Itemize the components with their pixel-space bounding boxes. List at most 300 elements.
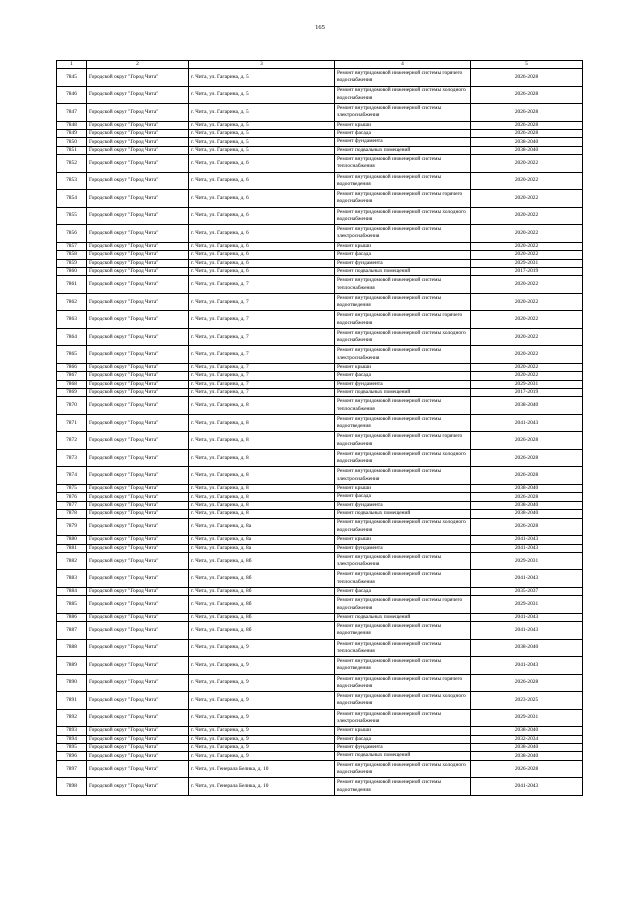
table-row [57,596,583,614]
work-type-cell: Ремонт подвальных помещений [335,510,471,518]
period-cell: 2041-2043 [471,778,583,796]
work-type-cell: Ремонт внутридомовой инженерной системы теплоснабжения [335,397,471,415]
table-row [57,657,583,675]
address-cell: г. Чита, ул. Гагарина, д. 9 [189,657,335,675]
row-number: 7875 [57,484,87,492]
work-type-cell: Ремонт внутридомовой инженерной системы горячего водоснабжения [335,674,471,692]
period-cell: 2038-2040 [471,727,583,735]
address-cell: г. Чита, ул. Гагарина, д. 8б [189,622,335,640]
work-type-cell: Ремонт внутридомовой инженерной системы электроснабжения [335,346,471,364]
table-row [57,760,583,778]
work-type-cell: Ремонт фундамента [335,380,471,388]
address-cell: г. Чита, ул. Гагарина, д. 7 [189,389,335,397]
period-cell: 2017-2019 [471,389,583,397]
municipality-cell: Городской округ "Город Чита" [87,130,189,138]
row-number: 7869 [57,389,87,397]
period-cell: 2026-2028 [471,518,583,536]
table-row [57,363,583,371]
table-row [57,467,583,485]
work-type-cell: Ремонт крыши [335,484,471,492]
address-cell: г. Чита, ул. Гагарина, д. 9 [189,735,335,743]
table-row [57,397,583,415]
row-number: 7868 [57,380,87,388]
row-number: 7859 [57,259,87,267]
work-type-cell: Ремонт внутридомовой инженерной системы электроснабжения [335,104,471,122]
address-cell: г. Чита, ул. Гагарина, д. 7 [189,346,335,364]
work-type-cell: Ремонт внутридомовой инженерной системы горячего водоснабжения [335,432,471,450]
municipality-cell: Городской округ "Город Чита" [87,363,189,371]
row-number: 7879 [57,518,87,536]
table-row [57,778,583,796]
municipality-cell: Городской округ "Город Чита" [87,251,189,259]
municipality-cell: Городской округ "Город Чита" [87,510,189,518]
municipality-cell: Городской округ "Город Чита" [87,692,189,710]
period-cell: 2026-2028 [471,86,583,104]
period-cell: 2041-2043 [471,657,583,675]
row-number: 7850 [57,138,87,146]
municipality-cell: Городской округ "Город Чита" [87,639,189,657]
table-row [57,242,583,250]
row-number: 7853 [57,172,87,190]
table-row [57,622,583,640]
table-row [57,493,583,501]
address-cell: г. Чита, ул. Гагарина, д. 6 [189,207,335,225]
work-type-cell: Ремонт фасада [335,130,471,138]
municipality-cell: Городской округ "Город Чита" [87,596,189,614]
address-cell: г. Чита, ул. Гагарина, д. 6 [189,267,335,275]
table-row [57,587,583,595]
work-type-cell: Ремонт внутридомовой инженерной системы холодного водоснабжения [335,86,471,104]
municipality-cell: Городской округ "Город Чита" [87,570,189,588]
address-cell: г. Чита, ул. Гагарина, д. 7 [189,328,335,346]
work-type-cell: Ремонт подвальных помещений [335,752,471,760]
row-number: 7851 [57,146,87,154]
table-row [57,414,583,432]
period-cell: 2026-2028 [471,674,583,692]
work-type-cell: Ремонт фасада [335,493,471,501]
address-cell: г. Чита, ул. Гагарина, д. 7 [189,293,335,311]
row-number: 7855 [57,207,87,225]
address-cell: г. Чита, ул. Гагарина, д. 5 [189,86,335,104]
row-number: 7873 [57,449,87,467]
row-number: 7880 [57,536,87,544]
period-cell: 2020-2022 [471,276,583,294]
work-type-cell: Ремонт крыши [335,363,471,371]
address-cell: г. Чита, ул. Гагарина, д. 7 [189,311,335,329]
row-number: 7894 [57,735,87,743]
table-row [57,613,583,621]
row-number: 7887 [57,622,87,640]
row-number: 7896 [57,752,87,760]
period-cell: 2026-2028 [471,467,583,485]
municipality-cell: Городской округ "Город Чита" [87,293,189,311]
table-row [57,172,583,190]
row-number: 7861 [57,276,87,294]
address-cell: г. Чита, ул. Гагарина, д. 9 [189,639,335,657]
period-cell: 2017-2019 [471,267,583,275]
row-number: 7889 [57,657,87,675]
period-cell: 2020-2022 [471,372,583,380]
table-row [57,449,583,467]
work-type-cell: Ремонт подвальных помещений [335,146,471,154]
column-header: 1 [57,61,87,69]
period-cell: 2038-2040 [471,752,583,760]
period-cell: 2026-2028 [471,130,583,138]
address-cell: г. Чита, ул. Гагарина, д. 8б [189,613,335,621]
table-row [57,432,583,450]
period-cell: 2038-2040 [471,510,583,518]
work-type-cell: Ремонт фундамента [335,501,471,509]
work-type-cell: Ремонт подвальных помещений [335,613,471,621]
municipality-cell: Городской округ "Город Чита" [87,276,189,294]
municipality-cell: Городской округ "Город Чита" [87,372,189,380]
row-number: 7871 [57,414,87,432]
address-cell: г. Чита, ул. Гагарина, д. 5 [189,121,335,129]
work-type-cell: Ремонт внутридомовой инженерной системы водоотведения [335,172,471,190]
address-cell: г. Чита, ул. Гагарина, д. 6 [189,242,335,250]
period-cell: 2026-2028 [471,69,583,87]
period-cell: 2026-2028 [471,121,583,129]
period-cell: 2038-2040 [471,146,583,154]
period-cell: 2020-2022 [471,155,583,173]
work-type-cell: Ремонт внутридомовой инженерной системы водоотведения [335,778,471,796]
table-row [57,328,583,346]
address-cell: г. Чита, ул. Гагарина, д. 5 [189,146,335,154]
row-number: 7883 [57,570,87,588]
row-number: 7854 [57,190,87,208]
municipality-cell: Городской округ "Город Чита" [87,311,189,329]
municipality-cell: Городской округ "Город Чита" [87,86,189,104]
row-number: 7891 [57,692,87,710]
municipality-cell: Городской округ "Город Чита" [87,752,189,760]
table-row [57,510,583,518]
table-row [57,251,583,259]
municipality-cell: Городской округ "Город Чита" [87,190,189,208]
work-type-cell: Ремонт внутридомовой инженерной системы холодного водоснабжения [335,207,471,225]
row-number: 7876 [57,493,87,501]
table-row [57,501,583,509]
period-cell: 2020-2022 [471,225,583,243]
period-cell: 2020-2022 [471,172,583,190]
column-header: 5 [471,61,583,69]
work-type-cell: Ремонт внутридомовой инженерной системы водоотведения [335,657,471,675]
row-number: 7849 [57,130,87,138]
address-cell: г. Чита, ул. Гагарина, д. 8 [189,397,335,415]
row-number: 7881 [57,544,87,552]
table-row [57,380,583,388]
table-row [57,570,583,588]
row-number: 7863 [57,311,87,329]
address-cell: г. Чита, ул. Гагарина, д. 8 [189,467,335,485]
address-cell: г. Чита, ул. Гагарина, д. 6 [189,155,335,173]
period-cell: 2038-2040 [471,744,583,752]
work-type-cell: Ремонт внутридомовой инженерной системы горячего водоснабжения [335,311,471,329]
column-header: 3 [189,61,335,69]
work-type-cell: Ремонт внутридомовой инженерной системы горячего водоснабжения [335,190,471,208]
municipality-cell: Городской округ "Город Чита" [87,778,189,796]
address-cell: г. Чита, ул. Гагарина, д. 9 [189,727,335,735]
municipality-cell: Городской округ "Город Чита" [87,735,189,743]
row-number: 7852 [57,155,87,173]
table-row [57,639,583,657]
address-cell: г. Чита, ул. Гагарина, д. 9 [189,752,335,760]
row-number: 7857 [57,242,87,250]
period-cell: 2020-2022 [471,251,583,259]
work-type-cell: Ремонт внутридомовой инженерной системы теплоснабжения [335,276,471,294]
work-type-cell: Ремонт внутридомовой инженерной системы электроснабжения [335,709,471,727]
address-cell: г. Чита, ул. Гагарина, д. 6 [189,251,335,259]
address-cell: г. Чита, ул. Гагарина, д. 8а [189,518,335,536]
municipality-cell: Городской округ "Город Чита" [87,501,189,509]
table-row [57,104,583,122]
period-cell: 2023-2025 [471,692,583,710]
work-type-cell: Ремонт внутридомовой инженерной системы холодного водоснабжения [335,692,471,710]
table-row [57,225,583,243]
row-number: 7856 [57,225,87,243]
work-type-cell: Ремонт внутридомовой инженерной системы электроснабжения [335,552,471,570]
work-type-cell: Ремонт фундамента [335,259,471,267]
row-number: 7866 [57,363,87,371]
table-row [57,552,583,570]
address-cell: г. Чита, ул. Гагарина, д. 6 [189,172,335,190]
municipality-cell: Городской округ "Город Чита" [87,328,189,346]
work-type-cell: Ремонт фасада [335,251,471,259]
address-cell: г. Чита, ул. Гагарина, д. 8а [189,544,335,552]
municipality-cell: Городской округ "Город Чита" [87,587,189,595]
row-number: 7867 [57,372,87,380]
table-row [57,267,583,275]
table-row [57,276,583,294]
address-cell: г. Чита, ул. Гагарина, д. 8 [189,484,335,492]
period-cell: 2020-2022 [471,363,583,371]
row-number: 7884 [57,587,87,595]
address-cell: г. Чита, ул. Гагарина, д. 9 [189,674,335,692]
address-cell: г. Чита, ул. Гагарина, д. 8 [189,432,335,450]
municipality-cell: Городской округ "Город Чита" [87,242,189,250]
row-number: 7897 [57,760,87,778]
work-type-cell: Ремонт внутридомовой инженерной системы теплоснабжения [335,639,471,657]
row-number: 7886 [57,613,87,621]
period-cell: 2020-2022 [471,207,583,225]
address-cell: г. Чита, ул. Гагарина, д. 9 [189,692,335,710]
table-row [57,518,583,536]
work-type-cell: Ремонт внутридомовой инженерной системы горячего водоснабжения [335,596,471,614]
table-row [57,155,583,173]
period-cell: 2029-2031 [471,259,583,267]
row-number: 7893 [57,727,87,735]
municipality-cell: Городской округ "Город Чита" [87,380,189,388]
period-cell: 2029-2031 [471,709,583,727]
municipality-cell: Городской округ "Город Чита" [87,709,189,727]
period-cell: 2029-2031 [471,380,583,388]
address-cell: г. Чита, ул. Гагарина, д. 6 [189,259,335,267]
work-type-cell: Ремонт внутридомовой инженерной системы холодного водоснабжения [335,518,471,536]
work-type-cell: Ремонт подвальных помещений [335,389,471,397]
municipality-cell: Городской округ "Город Чита" [87,727,189,735]
work-type-cell: Ремонт внутридомовой инженерной системы холодного водоснабжения [335,760,471,778]
period-cell: 2026-2028 [471,432,583,450]
work-type-cell: Ремонт крыши [335,121,471,129]
municipality-cell: Городской округ "Город Чита" [87,225,189,243]
table-row [57,138,583,146]
work-type-cell: Ремонт внутридомовой инженерной системы теплоснабжения [335,155,471,173]
row-number: 7898 [57,778,87,796]
municipality-cell: Городской округ "Город Чита" [87,155,189,173]
table-row [57,121,583,129]
municipality-cell: Городской округ "Город Чита" [87,536,189,544]
table-row [57,293,583,311]
table-row [57,484,583,492]
municipality-cell: Городской округ "Город Чита" [87,172,189,190]
address-cell: г. Чита, ул. Гагарина, д. 5 [189,138,335,146]
address-cell: г. Чита, ул. Гагарина, д. 8 [189,493,335,501]
period-cell: 2032-2034 [471,735,583,743]
work-type-cell: Ремонт внутридомовой инженерной системы водоотведения [335,622,471,640]
address-cell: г. Чита, ул. Гагарина, д. 7 [189,276,335,294]
address-cell: г. Чита, ул. Гагарина, д. 8б [189,587,335,595]
municipality-cell: Городской округ "Город Чита" [87,432,189,450]
municipality-cell: Городской округ "Город Чита" [87,146,189,154]
address-cell: г. Чита, ул. Генерала Белика, д. 10 [189,760,335,778]
row-number: 7865 [57,346,87,364]
table-row [57,372,583,380]
row-number: 7870 [57,397,87,415]
address-cell: г. Чита, ул. Гагарина, д. 7 [189,380,335,388]
work-type-cell: Ремонт фундамента [335,544,471,552]
address-cell: г. Чита, ул. Гагарина, д. 8 [189,510,335,518]
period-cell: 2041-2043 [471,544,583,552]
work-type-cell: Ремонт фундамента [335,138,471,146]
address-cell: г. Чита, ул. Гагарина, д. 8б [189,596,335,614]
period-cell: 2038-2040 [471,484,583,492]
work-type-cell: Ремонт фасада [335,735,471,743]
municipality-cell: Городской округ "Город Чита" [87,104,189,122]
table-row [57,389,583,397]
period-cell: 2020-2022 [471,346,583,364]
address-cell: г. Чита, ул. Гагарина, д. 7 [189,372,335,380]
repair-schedule-table [56,60,583,796]
table-row [57,146,583,154]
table-row [57,130,583,138]
period-cell: 2038-2040 [471,501,583,509]
period-cell: 2026-2028 [471,493,583,501]
work-type-cell: Ремонт подвальных помещений [335,267,471,275]
municipality-cell: Городской округ "Город Чита" [87,744,189,752]
page-number: 165 [315,24,325,31]
row-number: 7858 [57,251,87,259]
municipality-cell: Городской округ "Город Чита" [87,69,189,87]
period-cell: 2020-2022 [471,293,583,311]
municipality-cell: Городской округ "Город Чита" [87,544,189,552]
address-cell: г. Чита, ул. Гагарина, д. 8 [189,501,335,509]
municipality-cell: Городской округ "Город Чита" [87,207,189,225]
column-number-row [57,61,583,69]
period-cell: 2041-2043 [471,613,583,621]
table-row [57,727,583,735]
address-cell: г. Чита, ул. Гагарина, д. 6 [189,225,335,243]
work-type-cell: Ремонт внутридомовой инженерной системы теплоснабжения [335,570,471,588]
address-cell: г. Чита, ул. Гагарина, д. 5 [189,104,335,122]
municipality-cell: Городской округ "Город Чита" [87,674,189,692]
row-number: 7860 [57,267,87,275]
address-cell: г. Чита, ул. Гагарина, д. 5 [189,69,335,87]
table-row [57,190,583,208]
period-cell: 2041-2043 [471,536,583,544]
row-number: 7845 [57,69,87,87]
row-number: 7848 [57,121,87,129]
municipality-cell: Городской округ "Город Чита" [87,622,189,640]
municipality-cell: Городской округ "Город Чита" [87,414,189,432]
row-number: 7877 [57,501,87,509]
row-number: 7874 [57,467,87,485]
address-cell: г. Чита, ул. Гагарина, д. 8 [189,449,335,467]
period-cell: 2020-2022 [471,328,583,346]
work-type-cell: Ремонт внутридомовой инженерной системы водоотведения [335,293,471,311]
table-row [57,346,583,364]
period-cell: 2041-2043 [471,414,583,432]
work-type-cell: Ремонт внутридомовой инженерной системы водоотведения [335,414,471,432]
address-cell: г. Чита, ул. Гагарина, д. 5 [189,130,335,138]
table-row [57,752,583,760]
address-cell: г. Чита, ул. Гагарина, д. 6 [189,190,335,208]
work-type-cell: Ремонт внутридомовой инженерной системы горячего водоснабжения [335,69,471,87]
period-cell: 2029-2031 [471,552,583,570]
table-row [57,744,583,752]
table-row [57,69,583,87]
period-cell: 2038-2040 [471,639,583,657]
row-number: 7864 [57,328,87,346]
address-cell: г. Чита, ул. Гагарина, д. 8а [189,536,335,544]
address-cell: г. Чита, ул. Гагарина, д. 7 [189,363,335,371]
address-cell: г. Чита, ул. Гагарина, д. 9 [189,709,335,727]
row-number: 7885 [57,596,87,614]
row-number: 7892 [57,709,87,727]
work-type-cell: Ремонт внутридомовой инженерной системы холодного водоснабжения [335,328,471,346]
table-row [57,544,583,552]
table-row [57,207,583,225]
row-number: 7888 [57,639,87,657]
municipality-cell: Городской округ "Город Чита" [87,493,189,501]
table-row [57,86,583,104]
row-number: 7895 [57,744,87,752]
table-row [57,259,583,267]
row-number: 7882 [57,552,87,570]
work-type-cell: Ремонт внутридомовой инженерной системы электроснабжения [335,467,471,485]
row-number: 7872 [57,432,87,450]
municipality-cell: Городской округ "Город Чита" [87,518,189,536]
municipality-cell: Городской округ "Город Чита" [87,397,189,415]
column-header: 4 [335,61,471,69]
period-cell: 2029-2031 [471,596,583,614]
column-header: 2 [87,61,189,69]
address-cell: г. Чита, ул. Гагарина, д. 8 [189,414,335,432]
work-type-cell: Ремонт крыши [335,242,471,250]
period-cell: 2035-2037 [471,587,583,595]
municipality-cell: Городской округ "Город Чита" [87,484,189,492]
municipality-cell: Городской округ "Город Чита" [87,467,189,485]
table-row [57,709,583,727]
table-row [57,311,583,329]
work-type-cell: Ремонт крыши [335,727,471,735]
municipality-cell: Городской округ "Город Чита" [87,138,189,146]
municipality-cell: Городской округ "Город Чита" [87,121,189,129]
municipality-cell: Городской округ "Город Чита" [87,259,189,267]
address-cell: г. Чита, ул. Гагарина, д. 9 [189,744,335,752]
period-cell: 2026-2028 [471,104,583,122]
period-cell: 2020-2022 [471,242,583,250]
row-number: 7862 [57,293,87,311]
municipality-cell: Городской округ "Город Чита" [87,552,189,570]
